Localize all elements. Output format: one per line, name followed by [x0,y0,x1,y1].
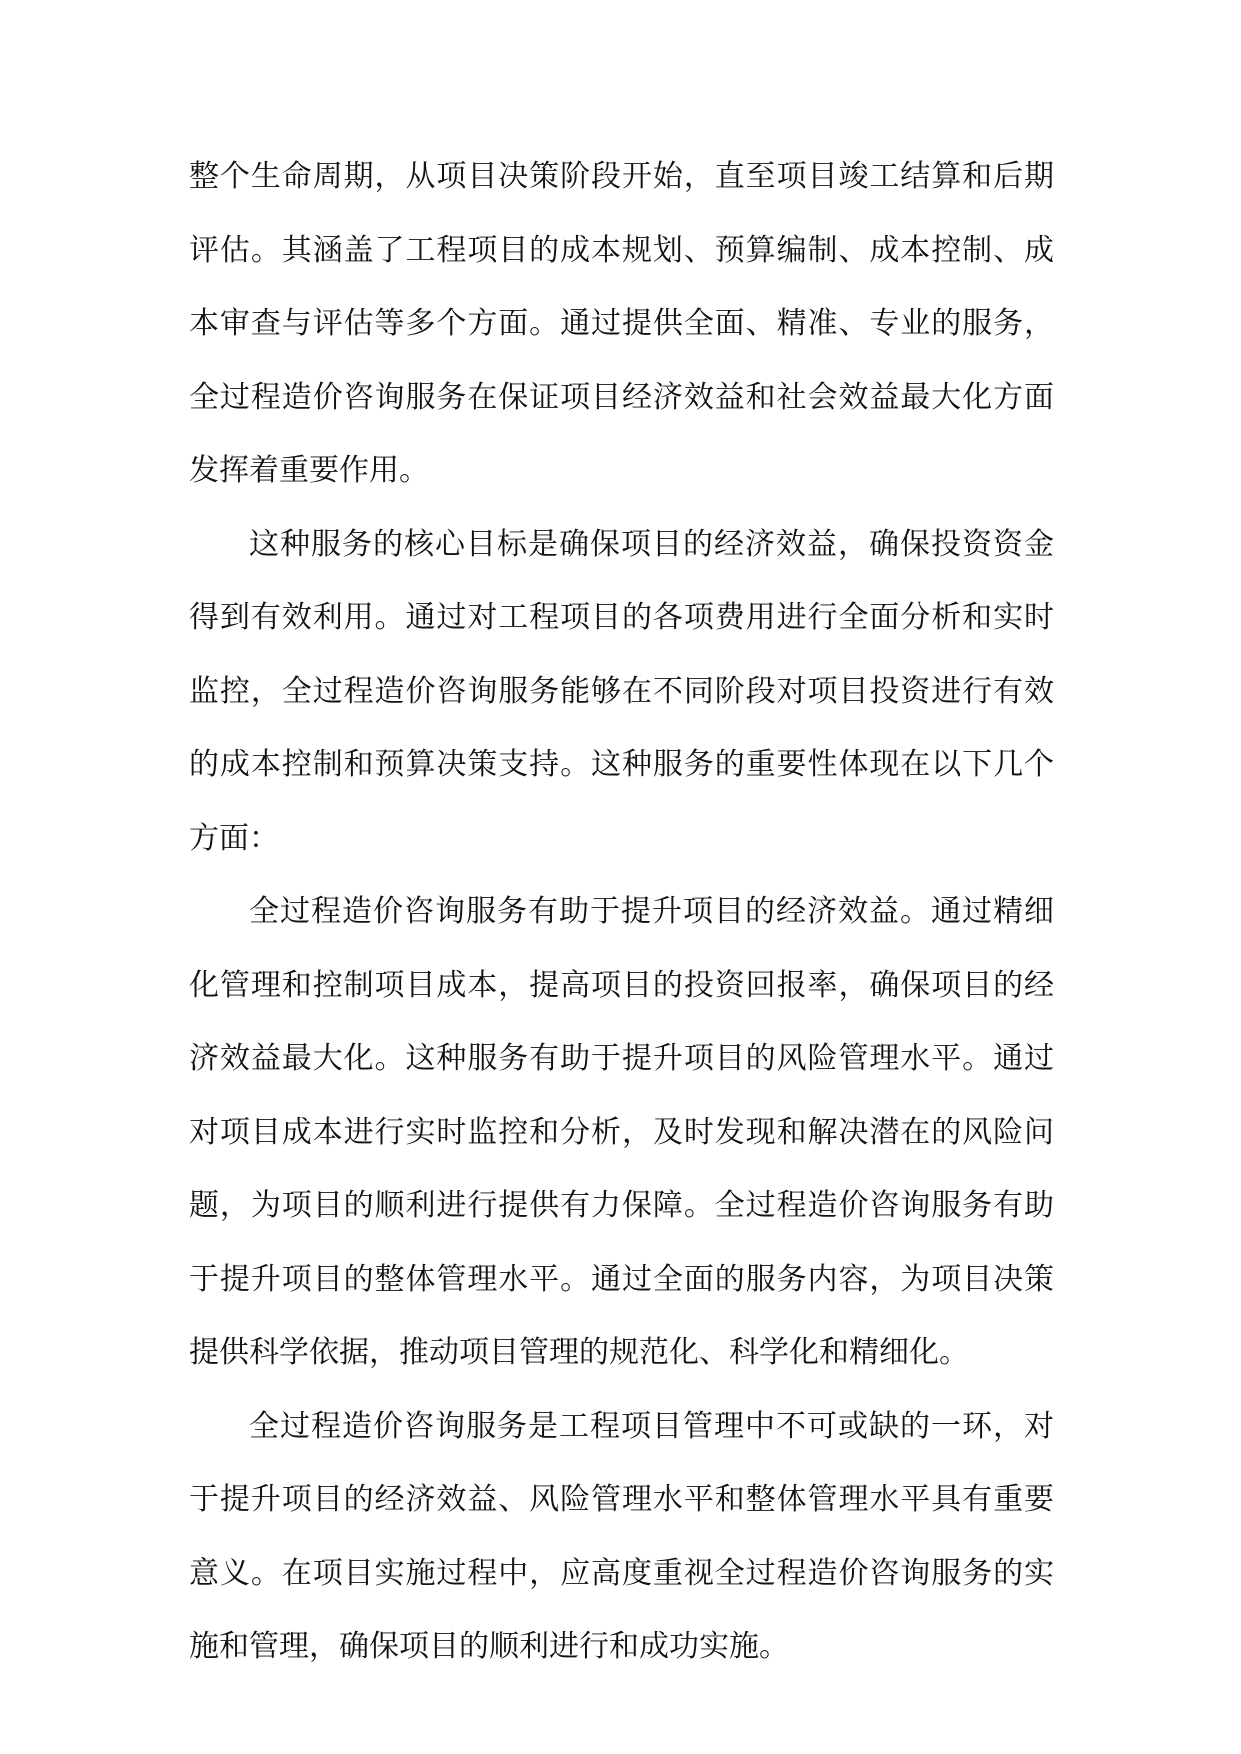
paragraph: 全过程造价咨询服务有助于提升项目的经济效益。通过精细化管理和控制项目成本，提高项目的投资回报率，确保项目的经济效益最大化。这种服务有助于提升项目的风险管理水平。通过对项目成本进行实时监控和分析，及时发现和解决潜在的风险问题，为项目的顺利进行提供有力保障。全过程造价咨询服务有助于提升项目的整体管理水平。通过全面的服务内容，为项目决策提供科学依据，推动项目管理的规范化、科学化和精细化。 [189,894,1054,1370]
paragraph: 全过程造价咨询服务是工程项目管理中不可或缺的一环，对于提升项目的经济效益、风险管理水平和整体管理水平具有重要意义。在项目实施过程中，应高度重视全过程造价咨询服务的实施和管理，确保项目的顺利进行和成功实施。 [189,1408,1054,1664]
paragraph: 整个生命周期，从项目决策阶段开始，直至项目竣工结算和后期评估。其涵盖了工程项目的成本规划、预算编制、成本控制、成本审查与评估等多个方面。通过提供全面、精准、专业的服务，全过程造价咨询服务在保证项目经济效益和社会效益最大化方面发挥着重要作用。 [189,159,1054,488]
body-text [189,140,1054,1684]
paragraph: 这种服务的核心目标是确保项目的经济效益，确保投资资金得到有效利用。通过对工程项目的各项费用进行全面分析和实时监控，全过程造价咨询服务能够在不同阶段对项目投资进行有效的成本控制和预算决策支持。这种服务的重要性体现在以下几个方面： [189,526,1054,856]
